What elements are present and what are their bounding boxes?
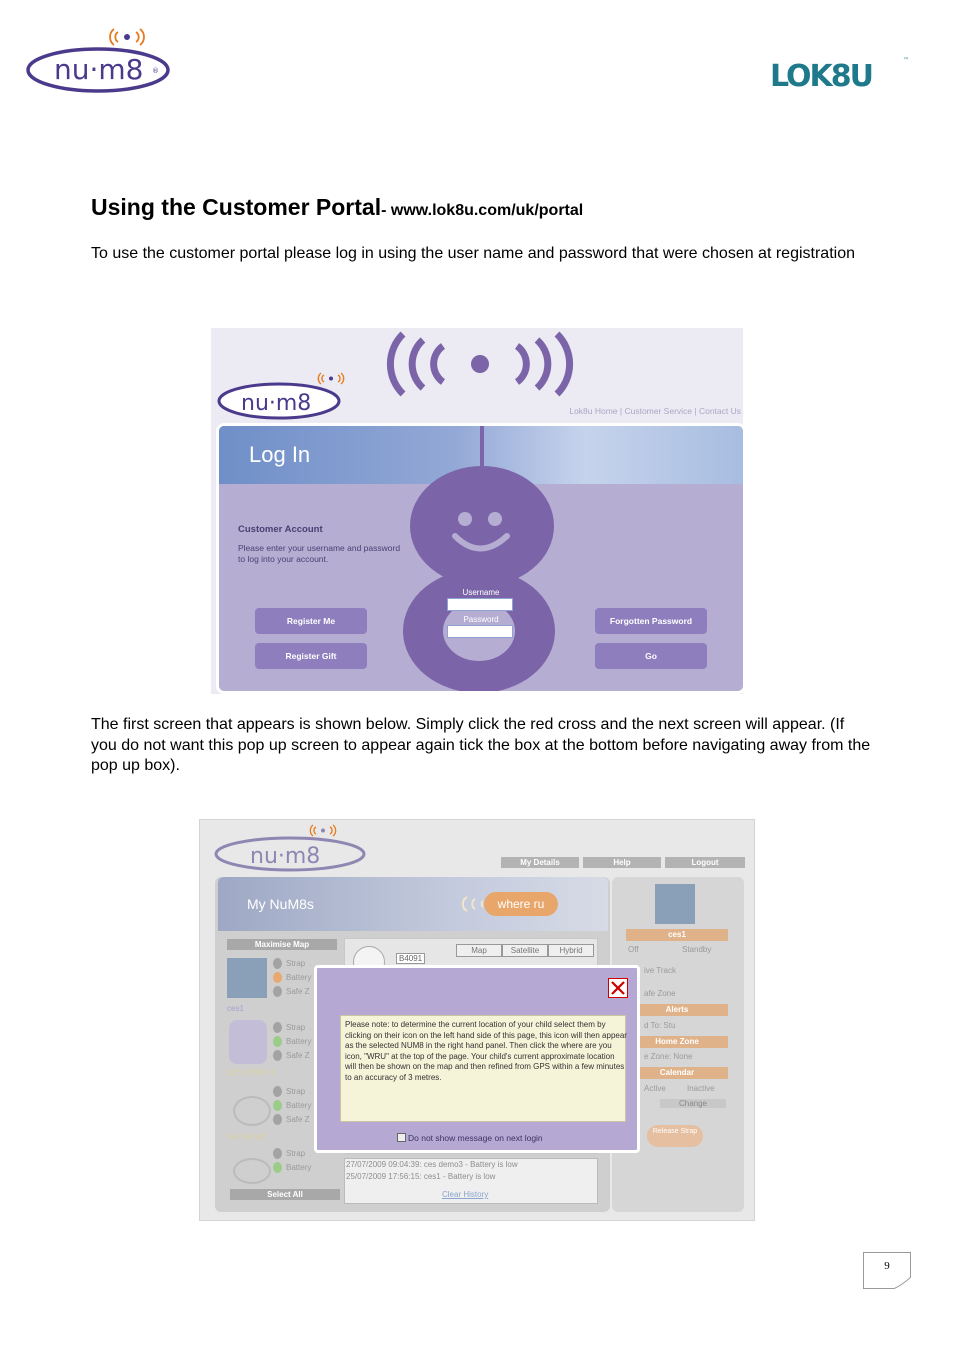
strap-label-3: Strap xyxy=(286,1087,306,1096)
live-track-label: ive Track xyxy=(644,966,677,975)
change-button[interactable]: Change xyxy=(660,1099,726,1108)
safe-zone-right-label: afe Zone xyxy=(644,989,676,998)
where-ru-button[interactable]: where ru xyxy=(484,892,558,916)
device-photo xyxy=(227,958,267,998)
safe-zone-label-2: Safe Z xyxy=(286,1051,310,1060)
battery-warning-icon xyxy=(273,972,282,983)
red-cross-close-icon[interactable] xyxy=(609,979,627,997)
safe-zone-status-icon-2 xyxy=(273,1050,282,1061)
svg-text:nu·m8: nu·m8 xyxy=(54,53,144,86)
register-gift-button[interactable]: Register Gift xyxy=(255,643,367,669)
battery-label: Battery xyxy=(286,973,312,982)
battery-ok-icon xyxy=(273,1036,282,1047)
do-not-show-checkbox[interactable] xyxy=(397,1133,406,1142)
strap-label: Strap xyxy=(286,959,306,968)
page-curl-icon xyxy=(893,1277,911,1289)
password-field[interactable] xyxy=(447,625,513,638)
customer-account-text: Please enter your username and password to log into your account. xyxy=(238,543,401,564)
info-popup xyxy=(314,965,640,1153)
svg-text:nu·m8: nu·m8 xyxy=(241,391,312,416)
close-popup-button[interactable] xyxy=(608,978,628,998)
sent-to-label: d To: Stu xyxy=(644,1021,676,1030)
intro-paragraph: To use the customer portal please log in using the user name and password that were chosen at registration xyxy=(91,245,855,262)
login-screenshot xyxy=(211,328,743,694)
dashboard-logo xyxy=(212,822,372,876)
my-num8s-title: My NuM8s xyxy=(247,896,314,912)
svg-text:nu·m8: nu·m8 xyxy=(250,844,321,869)
second-paragraph: The first screen that appears is shown below. Simply click the red cross and the next screen will appear. (If you do not want this pop up screen to appear again tick the box at the bottom before navigating away from the pop up box). xyxy=(91,716,871,774)
battery-label-2: Battery xyxy=(286,1037,312,1046)
road-label: B4091 xyxy=(396,953,425,964)
strap-status-icon-3 xyxy=(273,1086,282,1097)
dashboard-screenshot xyxy=(199,819,755,1221)
device-ces-demo2[interactable]: ces demo2 xyxy=(227,1132,267,1141)
strap-status-icon-2 xyxy=(273,1022,282,1033)
nav-my-details[interactable]: My Details xyxy=(501,857,579,868)
password-label: Password xyxy=(463,615,499,624)
alerts-button[interactable]: Alerts xyxy=(626,1004,728,1016)
login-panel xyxy=(216,423,743,694)
home-zone-button[interactable]: Home Zone xyxy=(626,1036,728,1048)
go-button[interactable]: Go xyxy=(595,643,707,669)
login-top-links[interactable]: Lok8u Home | Customer Service | Contact Us xyxy=(569,406,741,416)
history-entry-2: 25/07/2009 17:56:15: ces1 - Battery is low xyxy=(346,1172,496,1181)
safe-zone-label: Safe Z xyxy=(286,987,310,996)
num8-small-icon-2 xyxy=(233,1158,271,1184)
device-ces-demo3[interactable]: CES DEMO 3 xyxy=(227,1068,277,1077)
strap-status-icon-4 xyxy=(273,1148,282,1159)
active-option[interactable]: Active xyxy=(644,1084,666,1093)
strap-status-icon xyxy=(273,958,282,969)
inactive-option[interactable]: Inactive xyxy=(687,1084,715,1093)
svg-text:®: ® xyxy=(152,67,159,75)
selected-device-name: ces1 xyxy=(626,929,728,941)
battery-ok-icon-2 xyxy=(273,1100,282,1111)
customer-account-title: Customer Account xyxy=(238,524,323,535)
hybrid-tab[interactable]: Hybrid xyxy=(548,944,594,957)
safe-zone-status-icon-3 xyxy=(273,1114,282,1125)
do-not-show-label: Do not show message on next login xyxy=(408,1133,543,1143)
map-tab[interactable]: Map xyxy=(456,944,502,957)
battery-label-4: Battery xyxy=(286,1163,312,1172)
battery-label-3: Battery xyxy=(286,1101,312,1110)
robot-avatar-icon xyxy=(229,1020,267,1064)
popup-message: Please note: to determine the current location of your child select them by clicking on their icon on the left hand side of this page, this icon will then appear as the selected NUM8 in the right hand panel. Then click the where are you icon, "WRU" at the top of the page. Your child's current approximate location will then be shown on the map and then refined from GPS within a few minutes to an accuracy of 3 metres. xyxy=(345,1020,627,1082)
select-all-button[interactable]: Select All xyxy=(230,1189,340,1200)
satellite-tab[interactable]: Satellite xyxy=(502,944,548,957)
portal-url: - www.lok8u.com/uk/portal xyxy=(381,202,584,219)
forgotten-password-button[interactable]: Forgotten Password xyxy=(595,608,707,634)
clear-history-link[interactable]: Clear History xyxy=(442,1190,489,1199)
standby-option[interactable]: Standby xyxy=(682,945,712,954)
section-title: Using the Customer Portal xyxy=(91,194,382,220)
username-label: Username xyxy=(462,588,500,597)
battery-ok-icon-3 xyxy=(273,1162,282,1173)
register-me-button[interactable]: Register Me xyxy=(255,608,367,634)
lok8u-logo xyxy=(770,48,910,108)
calendar-button[interactable]: Calendar xyxy=(626,1067,728,1079)
strap-label-2: Strap xyxy=(286,1023,306,1032)
zone-none-label: e Zone: None xyxy=(644,1052,693,1061)
safe-zone-status-icon xyxy=(273,986,282,997)
num8-logo xyxy=(26,26,176,96)
history-entry-1: 27/07/2009 09:04:39: ces demo3 - Battery is low xyxy=(346,1160,518,1169)
device-ces1[interactable]: ces1 xyxy=(227,1004,244,1013)
off-option[interactable]: Off xyxy=(628,945,639,954)
do-not-show-option[interactable] xyxy=(397,1133,543,1143)
nav-logout[interactable]: Logout xyxy=(665,857,745,868)
login-title: Log In xyxy=(249,442,311,467)
maximise-map-button[interactable]: Maximise Map xyxy=(227,939,337,950)
release-strap-button[interactable]: Release Strap xyxy=(647,1125,703,1147)
strap-label-4: Strap xyxy=(286,1149,306,1158)
nav-help[interactable]: Help xyxy=(583,857,661,868)
username-field[interactable] xyxy=(447,598,513,611)
section-heading xyxy=(91,194,583,221)
safe-zone-label-3: Safe Z xyxy=(286,1115,310,1124)
svg-text:LOK8U: LOK8U xyxy=(770,59,873,94)
svg-text:™: ™ xyxy=(903,57,909,64)
num8-small-icon xyxy=(233,1096,271,1126)
page-number: 9 xyxy=(884,1260,890,1272)
page-number-box xyxy=(863,1252,911,1289)
selected-device-photo xyxy=(655,884,695,924)
